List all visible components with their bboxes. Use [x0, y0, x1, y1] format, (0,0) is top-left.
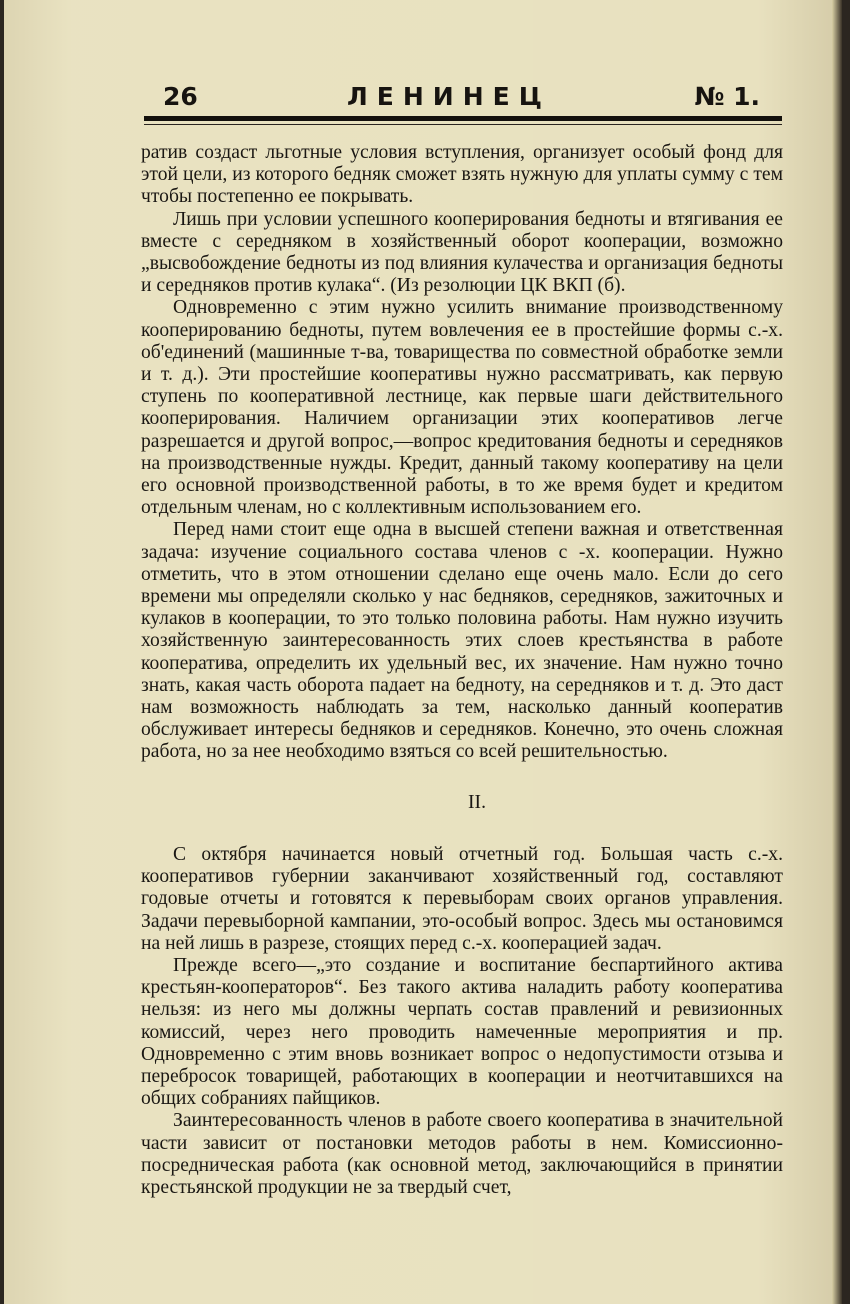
- paragraph: Лишь при условии успешного кооперирования бедноты и втягивания ее вместе с середняком в хозяйственный оборот кооперации, возможно „высвобождение бедноты из под влияния кулачества и организация бедноты и середняков против кулака“. (Из резолюции ЦК ВКП (б).: [141, 208, 783, 297]
- paragraph: С октября начинается новый отчетный год. Большая часть с.-х. кооперативов губернии заканчивают хозяйственный год, составляют годовые отчеты и готовятся к перевыборам своих органов управления. Задачи перевыборной кампании, это-особый вопрос. Здесь мы остановимся на ней лишь в разрезе, стоящих перед с.-х. кооперацией задач.: [141, 843, 783, 954]
- page-edge: [832, 0, 842, 1304]
- issue-number: № 1.: [694, 82, 760, 111]
- section-heading: II.: [468, 791, 486, 813]
- paragraph: ратив создаст льготные условия вступления, организует особый фонд для этой цели, из которого бедняк сможет взять нужную для уплаты сумму с тем чтобы постепенно ее покрывать.: [141, 142, 783, 208]
- paragraph: Прежде всего—„это создание и воспитание беспартийного актива крестьян-кооператоров“. Без такого актива наладить работу кооператива нельзя: из него мы должны черпать состав правлений и ревизионных комиссий, через него проводить намеченные мероприятия и пр. Одновременно с этим вновь возникает вопрос о недопустимости отзыва и переброcок товарищей, работающих в кооперации и неотчитавшихся на общих собраниях пайщиков.: [141, 954, 783, 1110]
- journal-title: ЛЕНИНЕЦ: [347, 82, 551, 111]
- header-rule: [144, 116, 782, 121]
- paragraph: Перед нами стоит еще одна в высшей степени важная и ответственная задача: изучение социального состава членов с -х. кооперации. Нужно отметить, что в этом отношении сделано еще очень мало. Если до сего времени мы определяли сколько у нас бедняков, середняков, зажиточных и кулаков в кооперации, то это только половина работы. Нам нужно изучить хозяйственную заинтересованность этих слоев крестьянства в работе кооператива, определить их удельный вес, их значение. Нам нужно точно знать, какая часть оборота падает на бедноту, на середняков и т. д. Это даст нам возможность наблюдать за тем, насколько данный кооператив обслуживает интересы бедняков и середняков. Конечно, это очень сложная работа, но за нее необходимо взяться со всей решительностью.: [141, 519, 783, 763]
- paragraph: Одновременно с этим нужно усилить внимание производственному кооперированию бедноты, путем вовлечения ее в простейшие формы с.-х. об'единений (машинные т-ва, товарищества по совместной обработке земли и т. д.). Эти простейшие кооперативы нужно рассматривать, как первую ступень по кооперативной лестнице, как первые шаги действительного кооперирования. Наличием организации этих кооперативов легче разрешается и другой вопрос,—вопрос кредитования бедноты и середняков на производственные нужды. Кредит, данный такому кооперативу на цели его основной производственной работы, в то же время будет и кредитом отдельным членам, но с коллективным использованием его.: [141, 297, 783, 519]
- paragraph: Заинтересованность членов в работе своего кооператива в значительной части зависит от постановки методов работы в нем. Комиссионно-посредническая работа (как основной метод, заключающийся в принятии крестьянской продукции не за твердый счет,: [141, 1110, 783, 1198]
- page: [4, 0, 842, 1304]
- running-header: [159, 80, 764, 120]
- header-rule-thin: [144, 124, 782, 125]
- article-body: [141, 142, 783, 1199]
- page-number: 26: [163, 82, 198, 111]
